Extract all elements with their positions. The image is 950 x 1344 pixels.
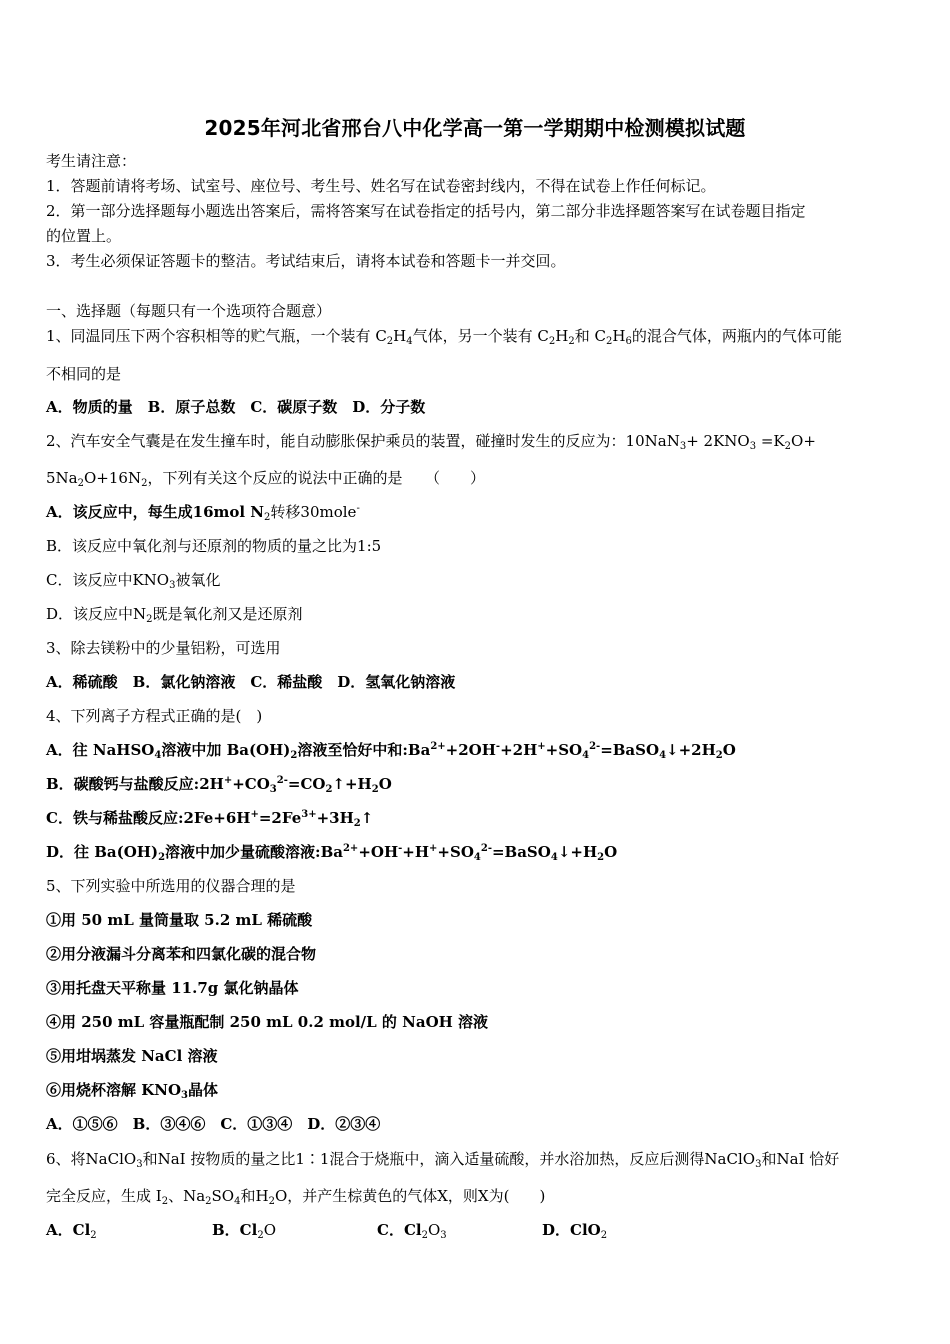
subscript: 2: [325, 784, 333, 795]
superscript: -: [356, 503, 360, 514]
text: 既是氧化剂又是还原剂: [152, 605, 303, 623]
subscript: 2: [141, 478, 148, 489]
question-2-option-d: [46, 605, 303, 623]
text: B．Cl: [212, 1221, 258, 1239]
superscript: 2-: [480, 843, 492, 854]
text: =BaSO: [491, 843, 551, 861]
question-4-option-b: [46, 775, 392, 793]
text: 和NaI 按物质的量之比1∶1混合于烧瓶中，滴入适量硫酸，并水浴加热，反应后测得NaClO: [142, 1150, 756, 1168]
question-6-option-c: [377, 1221, 447, 1239]
subscript: 3: [169, 580, 176, 591]
question-1-stem-cont: 不相同的是: [46, 365, 122, 383]
text: 转移30mole: [270, 503, 357, 521]
superscript: 2-: [589, 741, 601, 752]
text: 溶液中加少量硫酸溶液:Ba: [165, 843, 343, 861]
question-4-option-d: [46, 843, 617, 861]
text: =CO: [287, 775, 326, 793]
subscript: 2: [264, 512, 271, 523]
text: B．碳酸钙与盐酸反应:2H: [46, 775, 224, 793]
subscript: 4: [234, 1196, 241, 1207]
question-4-option-a: [46, 741, 736, 759]
question-2-stem-cont: [46, 469, 485, 487]
question-5-item-2: ②用分液漏斗分离苯和四氯化碳的混合物: [46, 945, 317, 963]
text: +2OH: [445, 741, 496, 759]
question-3-options: A．稀硫酸 B．氯化钠溶液 C．稀盐酸 D．氢氧化钠溶液: [46, 673, 456, 691]
superscript: +: [537, 741, 546, 752]
subscript: 4: [406, 336, 413, 347]
notice-item-2-cont: 的位置上。: [46, 227, 122, 245]
question-6-option-d: [542, 1221, 607, 1239]
text: O: [427, 1221, 441, 1239]
text: A．往 NaHSO: [46, 741, 155, 759]
text: +H: [402, 843, 430, 861]
text: D．该反应中N: [46, 605, 147, 623]
text: ↓+H: [557, 843, 598, 861]
subscript: 4: [550, 852, 558, 863]
question-6-stem-cont: [46, 1187, 545, 1205]
subscript: 2: [386, 336, 394, 347]
subscript: 2: [548, 336, 556, 347]
page-title: 2025年河北省邢台八中化学高一第一学期期中检测模拟试题: [204, 116, 746, 140]
subscript: 2: [353, 818, 361, 829]
text: 被氧化: [175, 571, 221, 589]
subscript: 2: [715, 750, 723, 761]
text: H: [393, 327, 407, 345]
question-4-option-c: [46, 809, 373, 827]
question-5-item-6: [46, 1081, 218, 1099]
superscript: 3+: [301, 809, 317, 820]
text: O+16N: [84, 469, 142, 487]
text: 和H: [240, 1187, 269, 1205]
question-2-option-a: [46, 503, 360, 521]
text: ，下列有关这个反应的说法中正确的是 （ ）: [147, 469, 485, 487]
subscript: 3: [181, 1090, 189, 1101]
notice-item-2: 2．第一部分选择题每小题选出答案后，需将答案写在试卷指定的括号内，第二部分非选择题答案写在试卷题目指定: [46, 202, 806, 220]
text: O，并产生棕黄色的气体X，则X为( ): [274, 1187, 546, 1205]
text: H: [555, 327, 569, 345]
text: 溶液中加 Ba(OH): [161, 741, 291, 759]
subscript: 2: [600, 1230, 608, 1241]
text: ↓+2H: [666, 741, 716, 759]
subscript: 2: [605, 336, 613, 347]
question-3-stem: 3、除去镁粉中的少量铝粉，可选用: [46, 639, 281, 657]
question-4-stem: 4、下列离子方程式正确的是( ): [46, 707, 263, 725]
text: C．铁与稀盐酸反应:2Fe+6H: [46, 809, 251, 827]
subscript: 2: [146, 614, 153, 625]
text: O: [604, 843, 618, 861]
text: O: [378, 775, 392, 793]
text: + 2KNO: [686, 432, 750, 450]
text: ↑: [360, 809, 374, 827]
text: 6、将NaClO: [46, 1150, 137, 1168]
subscript: 3: [749, 441, 757, 452]
text: +2H: [500, 741, 538, 759]
text: C．该反应中KNO: [46, 571, 170, 589]
subscript: 4: [154, 750, 162, 761]
text: =2Fe: [258, 809, 302, 827]
subscript: 2: [421, 1230, 428, 1241]
subscript: 2: [568, 336, 575, 347]
text: 和 C: [574, 327, 606, 345]
superscript: +: [250, 809, 259, 820]
text: +SO: [437, 843, 474, 861]
question-1-options: A．物质的量 B．原子总数 C．碳原子数 D．分子数: [46, 398, 426, 416]
text: O+: [791, 432, 816, 450]
text: H: [612, 327, 626, 345]
text: A．Cl: [46, 1221, 91, 1239]
text: 完全反应，生成 I: [46, 1187, 162, 1205]
text: 2、汽车安全气囊是在发生撞车时，能自动膨胀保护乘员的装置，碰撞时发生的反应为：10NaN: [46, 432, 680, 450]
text: +CO: [232, 775, 270, 793]
text: ⑥用烧杯溶解 KNO: [46, 1081, 182, 1099]
question-5-stem: 5、下列实验中所选用的仪器合理的是: [46, 877, 296, 895]
question-5-item-3: ③用托盘天平称量 11.7g 氯化钠晶体: [46, 979, 299, 997]
subscript: 2: [784, 441, 792, 452]
text: C．Cl: [377, 1221, 422, 1239]
notice-item-1: 1．答题前请将考场、试室号、座位号、考生号、姓名写在试卷密封线内，不得在试卷上作任何标记。: [46, 177, 716, 195]
subscript: 3: [440, 1230, 447, 1241]
subscript: 4: [473, 852, 481, 863]
text: +OH: [358, 843, 399, 861]
superscript: +: [223, 775, 233, 786]
text: 溶液至恰好中和:Ba: [297, 741, 431, 759]
subscript: 2: [161, 1196, 169, 1207]
notice-item-3: 3．考生必须保证答题卡的整洁。考试结束后，请将本试卷和答题卡一并交回。: [46, 252, 566, 270]
text: O: [722, 741, 736, 759]
subscript: 2: [158, 852, 166, 863]
text: +SO: [545, 741, 583, 759]
text: ↑+H: [332, 775, 372, 793]
text: 晶体: [188, 1081, 219, 1099]
subscript: 3: [269, 784, 277, 795]
text: =K: [756, 432, 785, 450]
subscript: 3: [755, 1159, 762, 1170]
text: A．该反应中，每生成16mol N: [46, 503, 265, 521]
subscript: 2: [268, 1196, 275, 1207]
subscript: 6: [625, 336, 632, 347]
question-5-item-4: ④用 250 mL 容量瓶配制 250 mL 0.2 mol/L 的 NaOH 溶液: [46, 1013, 489, 1031]
question-5-options: A．①⑤⑥ B．③④⑥ C．①③④ D．②③④: [46, 1115, 381, 1133]
text: SO: [211, 1187, 235, 1205]
superscript: -: [398, 843, 403, 854]
question-5-item-5: ⑤用坩埚蒸发 NaCl 溶液: [46, 1047, 218, 1065]
question-1-stem: [46, 327, 842, 345]
question-6-option-a: [46, 1221, 97, 1239]
question-2-stem: [46, 432, 816, 450]
text: 气体，另一个装有 C: [412, 327, 549, 345]
superscript: 2-: [276, 775, 288, 786]
text: =BaSO: [600, 741, 660, 759]
subscript: 2: [371, 784, 379, 795]
question-2-option-c: [46, 571, 221, 589]
section-heading: 一、选择题（每题只有一个选项符合题意）: [46, 302, 332, 320]
superscript: -: [495, 741, 501, 752]
text: +3H: [316, 809, 354, 827]
subscript: 2: [597, 852, 605, 863]
question-6-option-b: [212, 1221, 276, 1239]
text: 5Na: [46, 469, 78, 487]
subscript: 2: [290, 750, 298, 761]
subscript: 4: [659, 750, 667, 761]
subscript: 3: [679, 441, 687, 452]
superscript: 2+: [430, 741, 446, 752]
superscript: +: [429, 843, 438, 854]
text: D．往 Ba(OH): [46, 843, 159, 861]
subscript: 3: [136, 1159, 143, 1170]
subscript: 4: [582, 750, 590, 761]
question-5-item-1: ①用 50 mL 量筒量取 5.2 mL 稀硫酸: [46, 911, 313, 929]
subscript: 2: [90, 1230, 97, 1241]
question-6-stem: [46, 1150, 839, 1168]
text: D．ClO: [542, 1221, 601, 1239]
subscript: 2: [257, 1230, 264, 1241]
subscript: 2: [205, 1196, 212, 1207]
text: O: [263, 1221, 277, 1239]
text: 1、同温同压下两个容积相等的贮气瓶，一个装有 C: [46, 327, 387, 345]
text: 、Na: [168, 1187, 206, 1205]
text: 和NaI 恰好: [761, 1150, 840, 1168]
text: 的混合气体，两瓶内的气体可能: [631, 327, 842, 345]
notice-heading: 考生请注意：: [46, 152, 137, 170]
superscript: 2+: [342, 843, 359, 854]
subscript: 2: [77, 478, 84, 489]
question-2-option-b: B．该反应中氧化剂与还原剂的物质的量之比为1:5: [46, 537, 382, 555]
